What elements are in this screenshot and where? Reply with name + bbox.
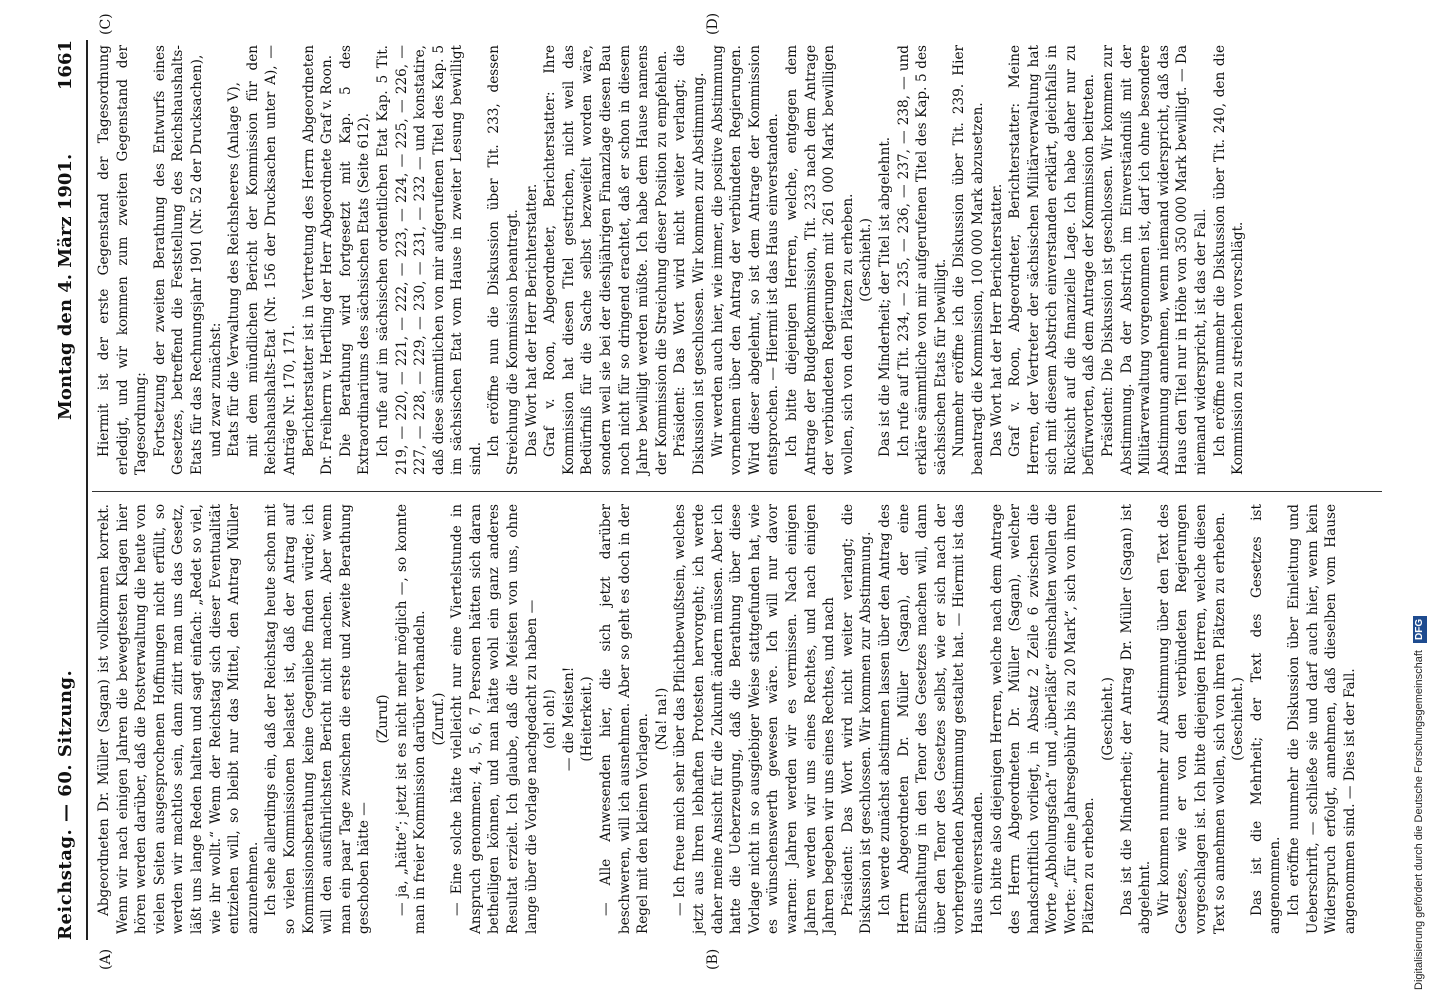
paragraph: Nunmehr eröffne ich die Diskussion über Tit. 239. Hier beantragt die Kommission, 100 000 Mark abzusetzen. <box>951 45 986 475</box>
paragraph: (Geschieht.) <box>858 218 875 302</box>
paragraph: und zwar zunächst: <box>207 322 224 457</box>
paragraph: (oh! oh!) <box>542 689 559 749</box>
margin-marker-d: (D) <box>705 12 721 35</box>
header-rule <box>86 40 88 940</box>
paragraph: Ich rufe auf im sächsischen ordentlichen Etat Kap. 5 Tit. 219, — 220, — 221, — 222, — 223, — 224, — 225, — 226, — 227, — 228, — 229, — 230, — 231, — 232 — und konstatire, daß diese sämmtlichen von mir aufgerufenen Titel des Kap. 5 im sächsischen Etat vom Hause in zweiter Lesung bewilligt sind. <box>374 45 484 475</box>
paragraph: Ich eröffne nunmehr die Diskussion über Tit. 240, den die Kommission zu streichen vorschlägt. <box>1211 45 1247 475</box>
paragraph: Graf v. Roon, Abgeordneter, Berichterstatter: Ihre Kommission hat diesen Titel gestrichen, nicht weil das Bedürfniß für die Sache selbst bezweifelt worden wäre, sondern weil sie bei der dieshjährigen Finanzlage diesen Bau noch nicht für so dringend erachtet, daß er schon in diesem Jahre bewilligt werden müßte. Ich habe dem Hause namens der Kommission die Streichung dieser Position zu empfehlen. <box>542 45 670 475</box>
paragraph: (Heiterkeit.) <box>579 676 596 762</box>
paragraph: Das Wort hat der Herr Berichterstatter. <box>988 183 1005 457</box>
paragraph: (Na! na!) <box>653 687 670 751</box>
paragraph: (Geschieht.) <box>1100 677 1117 761</box>
left-text-column <box>95 504 1359 934</box>
paragraph: — Alle Anwesenden hier, die sich jetzt darüber beschweren, will ich ausnehmen. Aber so geht es doch in der Regel mit den kleinen Vorlagen. <box>598 504 652 934</box>
paragraph: — die Meisten! <box>560 666 577 772</box>
paragraph: Das ist die Minderheit; der Titel ist abgelehnt. <box>876 136 893 457</box>
paragraph: Wir werden auch hier, wie immer, die positive Abstimmung vornehmen über den Antrag der verbündeten Regierungen. Wird dieser abgelehnt, so ist dem Antrage der Kommission entsprochen. — Hiermit ist das Haus einverstanden. <box>709 45 782 475</box>
paragraph: Das Wort hat der Herr Berichterstatter. <box>523 183 540 457</box>
margin-marker-a: (A) <box>98 948 114 970</box>
dfg-logo: DFG <box>1413 616 1427 643</box>
paragraph: Die Berathung wird fortgesetzt mit Kap. 5 des Extraordinariums des sächsischen Etats (Seite 612). <box>337 45 373 475</box>
paragraph: — Eine solche hätte vielleicht nur eine Viertelstunde in Anspruch genommen; 4, 5, 6, 7 Personen hätten sich daran betheiligen können, und man hätte wohl ein ganz anderes Resultat erzielt. Ich glaube, daß die Meisten von uns, ohne lange über die Vorlage nachgedacht zu haben — <box>449 504 540 934</box>
paragraph: Ich bitte diejenigen Herren, welche, entgegen dem Antrage der Budgetkommission, Tit. 233 nach dem Antrage der verbündeten Regierungen mit 261 000 Mark bewilligen wollen, sich von den Plätzen zu erheben. <box>783 45 856 475</box>
right-text-column <box>95 45 1248 475</box>
paragraph: Ich bitte also diejenigen Herren, welche nach dem Antrage des Herrn Abgeordneten Dr. Müller (Sagan), welcher handschriftlich vorliegt, in Absatz 2 Zeile 6 zwischen die Worte „Abholungsfach“ und „überläßt“ einschalten wollen die Worte: „für eine Jahresgebühr bis zu 20 Mark“, sich von ihren Plätzen zu erheben. <box>988 504 1098 934</box>
paragraph: Fortsetzung der zweiten Berathung des Entwurfs eines Gesetzes, betreffend die Feststellung des Reichshaushalts-Etats für das Rechnungsjahr 1901 (Nr. 52 der Drucksachen), <box>151 45 205 475</box>
paragraph: Ich eröffne nun die Diskussion über Tit. 233, dessen Streichung die Kommission beantragt. <box>486 45 522 475</box>
paragraph: Graf v. Roon, Abgeordneter, Berichterstatter: Meine Herren, der Vertreter der sächsischen Militärverwaltung hat sich mit diesem Abstrich einverstanden erklärt, gleichfalls in Rücksicht auf die finanzielle Lage. Ich habe daher nur zu befürworten, daß dem Antrage der Kommission beitreten. <box>1007 45 1098 475</box>
header-session: Reichstag. — 60. Sitzung. <box>55 669 76 940</box>
paragraph: Ich eröffne nunmehr die Diskussion über Einleitung und Ueberschrift, — schließe sie und darf auch hier, wenn kein Widerspruch erfolgt, annehmen, daß dieselben vom Hause angenommen sind. — Dies ist der Fall. <box>1286 504 1358 934</box>
paragraph: (Geschieht.) <box>1230 677 1247 761</box>
column-separator <box>92 491 1382 492</box>
paragraph: Das ist die Minderheit; der Antrag Dr. Müller (Sagan) ist abgelehnt. <box>1118 504 1154 934</box>
paragraph: Wir kommen nunmehr zur Abstimmung über den Text des Gesetzes, wie er von den verbündeten Regierungen vorgeschlagen ist. Ich bitte diejenigen Herren, welche diesen Text so annehmen wollen, sich von ihren Plätzen zu erheben. <box>1155 504 1228 934</box>
paragraph: (Zuruf.) <box>430 692 447 746</box>
paragraph: Ich sehe allerdings ein, daß der Reichstag heute schon mit so vielen Kommissionen belastet ist, daß der Antrag auf Kommissionsberathung keine Gegenliebe finden würde; ich will den ausführlichsten Bericht nicht machen. Aber wenn man ein paar Tage zwischen die erste und zweite Berathung geschoben hätte — <box>263 504 373 934</box>
margin-marker-b: (B) <box>705 948 721 970</box>
paragraph: mit dem mündlichen Bericht der Kommission für den Reichshaushalts-Etat (Nr. 156 der Drucksachen unter A), — Anträge Nr. 170, 171. <box>244 45 298 475</box>
paragraph: Ich rufe auf Tit. 234, — 235, — 236, — 237, — 238, — und erkläre sämmtliche von mir aufgerufenen Titel des Kap. 5 des sächsischen Etats für bewilligt. <box>895 45 949 475</box>
sidebar-credit: Digitalisierung gefördert durch die Deutsche Forschungsgemeinschaft <box>1413 650 1425 990</box>
digitization-sidebar <box>1408 10 1430 990</box>
margin-marker-c: (C) <box>98 13 114 35</box>
paragraph: Das ist die Mehrheit; der Text des Gesetzes ist angenommen. <box>1248 504 1284 934</box>
paragraph: Ich werde zunächst abstimmen lassen über den Antrag des Herrn Abgeordneten Dr. Müller (Sagan), der eine Einschaltung in den Tenor des Gesetzes machen will, dann über den Tenor des Gesetzes selbst, wie er sich nach der vorhergehenden Abstimmung gestaltet hat. — Hiermit ist das Haus einverstanden. <box>876 504 986 934</box>
paragraph: Präsident: Die Diskussion ist geschlossen. Wir kommen zur Abstimmung. Da der Abstrich im Einverständniß mit der Militärverwaltung vorgenommen ist, darf ich ohne besondere Abstimmung annehmen, wenn niemand widerspricht, daß das Haus den Titel nur in Höhe von 350 000 Mark bewilligt. — Da niemand widerspricht, ist das der Fall. <box>1100 45 1210 475</box>
paragraph: (Zuruf) <box>374 694 391 744</box>
paragraph: Abgeordneten Dr. Müller (Sagan) ist vollkommen korrekt. Wenn wir nach einigen Jahren die bewegtesten Klagen hier hören werden darüber, daß die Postverwaltung die heute von vielen Seiten ausgesprochenen Hoffnungen nicht erfüllt, so werden wir machtlos sein, dann zitirt man uns das Gesetz, läßt uns lange Reden halten und sagt einfach: „Redet so viel, wie ihr wollt.“ Wenn der Reichstag sich dieser Eventualität entziehen will, so bleibt nur das Mittel, den Antrag Müller anzunehmen. <box>96 504 261 934</box>
paragraph: — ja, „hätte“; jetzt ist es nicht mehr möglich —, so konnte man in freier Kommission darüber verhandeln. <box>393 504 429 934</box>
paragraph: Berichterstatter ist in Vertretung des Herrn Abgeordneten Dr. Freiherrn v. Hertling der Herr Abgeordnete Graf v. Roon. <box>300 45 336 475</box>
paragraph: Hiermit ist der erste Gegenstand der Tagesordnung erledigt, und wir kommen zum zweiten Gegenstand der Tagesordnung: <box>96 45 150 475</box>
paragraph: — Ich freue mich sehr über das Pflichtbewußtsein, welches jetzt aus Ihren lebhaften Protesten hervorgeht; ich werde daher meine Ansicht für die Zukunft ändern müssen. Aber ich hatte die Ueberzeugung, daß die Berathung über diese Vorlage nicht in so ausgiebiger Weise stattgefunden hat, wie es wünschenswerth gewesen wäre. Ich will nur davor warnen: Jahren werden wir es vermissen. Nach einigen Jahren werden wir uns eines Rechtes, und nach einigen Jahren begeben wir uns eines Rechtes, und nach <box>672 504 838 934</box>
header-page-number: 1661 <box>55 40 76 91</box>
page-header <box>55 40 89 940</box>
paragraph: Präsident: Das Wort wird nicht weiter verlangt; die Diskussion ist geschlossen. Wir kommen zur Abstimmung. <box>839 504 875 934</box>
paragraph: Etats für die Verwaltung des Reichsheeres (Anlage V), <box>226 81 243 457</box>
header-date: Montag den 4. März 1901. <box>55 153 76 420</box>
paragraph: Präsident: Das Wort wird nicht weiter verlangt; die Diskussion ist geschlossen. Wir kommen zur Abstimmung. <box>672 45 707 475</box>
